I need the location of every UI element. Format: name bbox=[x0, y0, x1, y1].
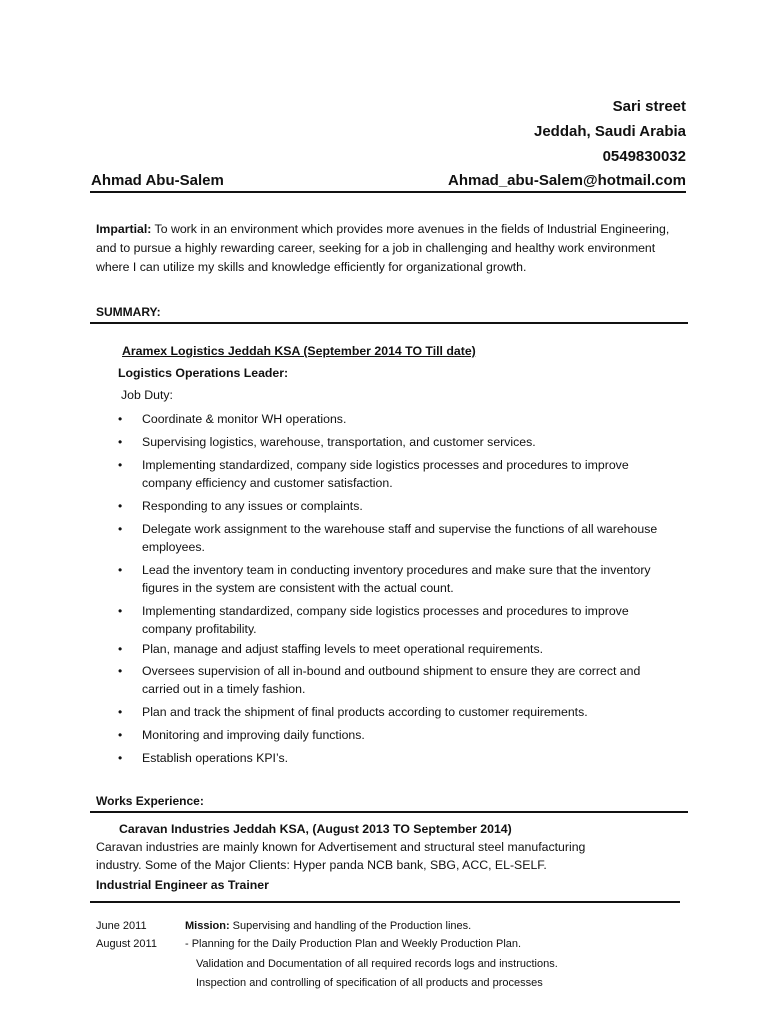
bullet-icon: • bbox=[118, 458, 123, 472]
mission-line: - Planning for the Daily Production Plan and Weekly Production Plan. bbox=[185, 938, 522, 950]
experience-company: Caravan Industries Jeddah KSA, (August 2013 TO September 2014) bbox=[119, 822, 512, 836]
objective-text: To work in an environment which provides more avenues in the fields of Industrial Engineering, and to pursue a highly rewarding career, seeking for a job in challenging and healthy work environment where I can utilize my skills and knowledge efficiently for organizational growth. bbox=[96, 222, 670, 274]
list-item: • Supervising logistics, warehouse, transportation, and customer services. bbox=[118, 435, 536, 449]
experience-description: Caravan industries are mainly known for Advertisement and structural steel manufacturing industry. Some of the Major Clients: Hyper panda NCB bank, SBG, ACC, EL-SELF. bbox=[96, 840, 586, 872]
list-item: • Monitoring and improving daily functions. bbox=[118, 728, 365, 742]
experience-divider bbox=[90, 811, 688, 813]
bullet-icon: • bbox=[118, 642, 123, 656]
objective-paragraph bbox=[96, 220, 676, 277]
header-divider bbox=[90, 191, 686, 193]
list-item: • Plan, manage and adjust staffing levels to meet operational requirements. bbox=[118, 642, 544, 656]
bullet-icon: • bbox=[118, 751, 123, 765]
duty-label: Job Duty: bbox=[121, 388, 173, 402]
mission-statement bbox=[185, 920, 471, 932]
duty-list bbox=[118, 410, 658, 772]
bullet-icon: • bbox=[118, 522, 123, 536]
bullet-icon: • bbox=[118, 499, 123, 513]
mission-line: Validation and Documentation of all required records logs and instructions. bbox=[196, 958, 558, 970]
mission-label: Mission: bbox=[185, 920, 230, 932]
list-item: • Establish operations KPI’s. bbox=[118, 751, 289, 765]
bullet-icon: • bbox=[118, 664, 123, 678]
summary-divider bbox=[90, 322, 688, 324]
summary-company: Aramex Logistics Jeddah KSA (September 2014 TO Till date) bbox=[122, 344, 476, 358]
experience-heading: Works Experience: bbox=[96, 794, 204, 808]
list-item: • Implementing standardized, company side logistics processes and procedures to improve company profitability. bbox=[118, 604, 629, 636]
mission-date-from: June 2011 bbox=[96, 920, 147, 932]
contact-email[interactable]: Ahmad_abu-Salem@hotmail.com bbox=[447, 172, 686, 189]
experience-role: Industrial Engineer as Trainer bbox=[96, 878, 269, 892]
contact-street: Sari street bbox=[612, 98, 686, 115]
mission-line: Inspection and controlling of specification of all products and processes bbox=[196, 977, 543, 989]
summary-heading: SUMMARY: bbox=[96, 305, 161, 319]
summary-role: Logistics Operations Leader: bbox=[118, 366, 289, 380]
experience-role-divider bbox=[90, 901, 680, 903]
bullet-icon: • bbox=[118, 728, 123, 742]
list-item: • Responding to any issues or complaints. bbox=[118, 499, 363, 513]
bullet-icon: • bbox=[118, 604, 123, 618]
bullet-icon: • bbox=[118, 435, 123, 449]
contact-phone: 0549830032 bbox=[602, 148, 686, 165]
list-item: • Oversees supervision of all in-bound and outbound shipment to ensure they are correct and carried out in a timely fashion. bbox=[118, 664, 641, 696]
bullet-icon: • bbox=[118, 412, 123, 426]
objective-label: Impartial: bbox=[96, 222, 152, 236]
contact-city: Jeddah, Saudi Arabia bbox=[534, 123, 686, 140]
mission-date-to: August 2011 bbox=[96, 938, 157, 950]
list-item: • Coordinate & monitor WH operations. bbox=[118, 412, 347, 426]
list-item: • Lead the inventory team in conducting inventory procedures and make sure that the inventory figures in the system are consistent with the actual count. bbox=[118, 563, 651, 595]
bullet-icon: • bbox=[118, 705, 123, 719]
candidate-name: Ahmad Abu-Salem bbox=[91, 172, 224, 189]
list-item: • Plan and track the shipment of final products according to customer requirements. bbox=[118, 705, 588, 719]
list-item: • Delegate work assignment to the warehouse staff and supervise the functions of all warehouse employees. bbox=[118, 522, 658, 554]
list-item: • Implementing standardized, company side logistics processes and procedures to improve company efficiency and customer satisfaction. bbox=[118, 458, 629, 490]
bullet-icon: • bbox=[118, 563, 123, 577]
mission-text: Supervising and handling of the Production lines. bbox=[229, 920, 472, 932]
